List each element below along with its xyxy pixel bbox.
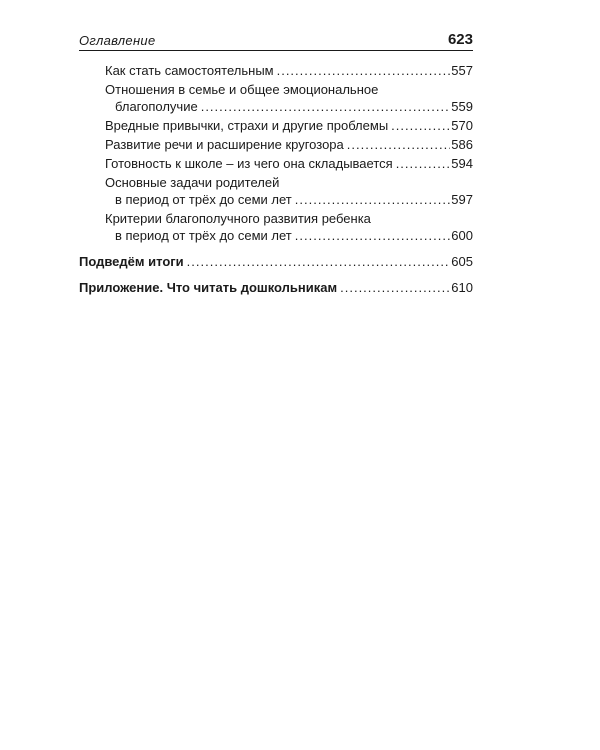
toc-page-ref: 586	[451, 137, 473, 152]
toc-entry	[79, 155, 473, 172]
toc-entry-chapter	[79, 279, 473, 296]
dot-leader	[187, 253, 451, 270]
running-header	[79, 31, 473, 51]
toc-entry-title: Готовность к школе – из чего она складывается	[105, 156, 393, 171]
toc-page-ref: 557	[451, 63, 473, 78]
toc-entry	[79, 210, 473, 244]
toc-entry	[79, 174, 473, 208]
toc-page-ref: 594	[451, 156, 473, 171]
toc-entry	[79, 117, 473, 134]
header-rule	[79, 50, 473, 51]
toc-chapter-title: Подведём итоги	[79, 254, 184, 269]
dot-leader	[277, 62, 451, 79]
section-title: Оглавление	[79, 33, 156, 48]
toc-entry-title-continued: благополучие	[115, 99, 198, 114]
table-of-contents	[79, 62, 473, 296]
toc-page-ref: 570	[451, 118, 473, 133]
toc-page-ref: 610	[451, 280, 473, 295]
toc-page-ref: 600	[451, 228, 473, 243]
toc-entry-title: Отношения в семье и общее эмоциональное	[105, 82, 379, 97]
toc-entry	[79, 81, 473, 115]
dot-leader	[347, 136, 451, 153]
toc-chapter-title: Приложение. Что читать дошкольникам	[79, 280, 338, 295]
toc-page-ref: 605	[451, 254, 473, 269]
toc-entry-title-continued: в период от трёх до семи лет	[115, 228, 292, 243]
page-number: 623	[447, 31, 473, 48]
dot-leader	[201, 98, 451, 115]
dot-leader	[295, 191, 451, 208]
toc-entry	[79, 136, 473, 153]
toc-page-ref: 559	[451, 99, 473, 114]
dot-leader	[396, 155, 451, 172]
toc-entry-title: Основные задачи родителей	[105, 175, 280, 190]
toc-entry-title: Вредные привычки, страхи и другие проблемы	[105, 118, 389, 133]
toc-entry	[79, 62, 473, 79]
toc-entry-title: Критерии благополучного развития ребенка	[105, 211, 371, 226]
dot-leader	[391, 117, 450, 134]
toc-page-ref: 597	[451, 192, 473, 207]
toc-entry-title: Развитие речи и расширение кругозора	[105, 137, 344, 152]
toc-entry-title: Как стать самостоятельным	[105, 63, 274, 78]
toc-entry-chapter	[79, 253, 473, 270]
dot-leader	[340, 279, 450, 296]
dot-leader	[295, 227, 451, 244]
toc-entry-title-continued: в период от трёх до семи лет	[115, 192, 292, 207]
